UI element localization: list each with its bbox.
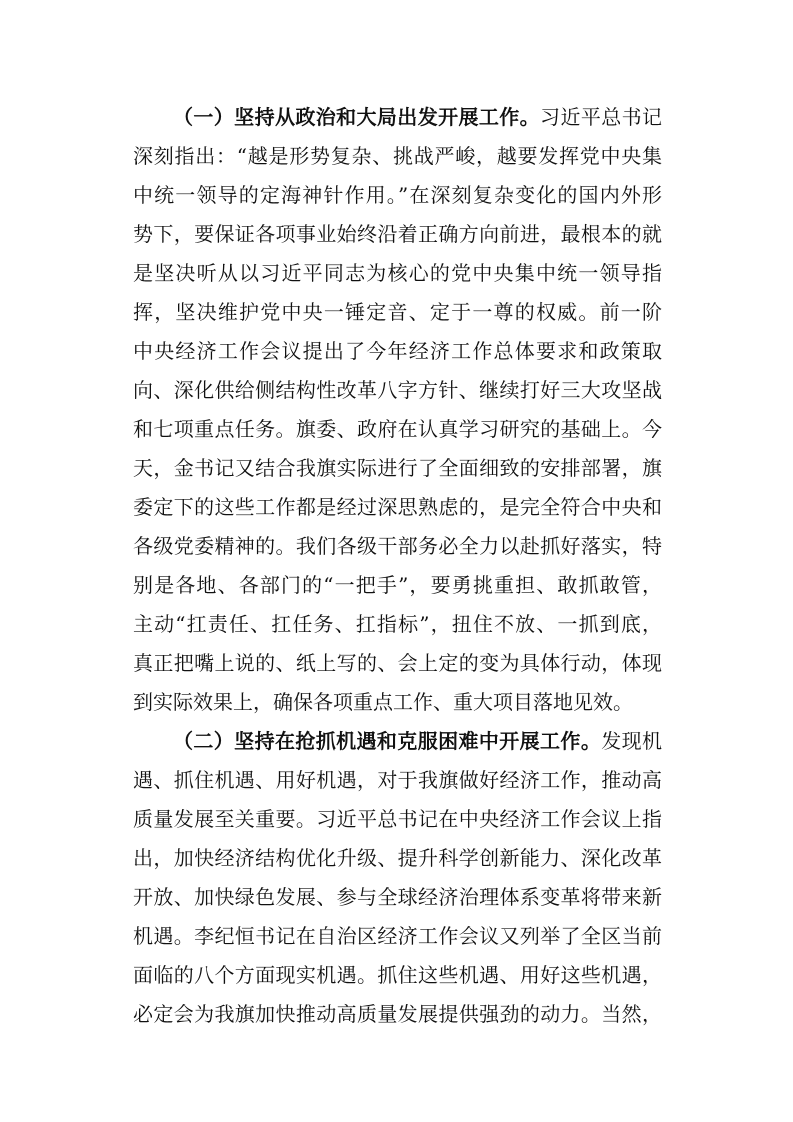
paragraph-1 xyxy=(133,98,662,722)
text-line: 势下，要保证各项事业始终沿着正确方向前进，最根本的就 xyxy=(133,222,662,246)
paragraph-heading: （一）坚持从政治和大局出发开展工作。 xyxy=(173,105,541,129)
text-line: 向、深化供给侧结构性改革八字方针、继续打好三大攻坚战 xyxy=(133,378,662,402)
paragraph-first-line xyxy=(133,98,662,137)
text-line: 质量发展至关重要。习近平总书记在中央经济工作会议上指 xyxy=(133,807,662,831)
paragraph-first-line xyxy=(133,722,662,761)
text-line: 真正把嘴上说的、纸上写的、会上定的变为具体行动，体现 xyxy=(133,651,662,675)
text-run: 习近平总书记 xyxy=(540,105,662,129)
text-line: 是坚决听从以习近平同志为核心的党中央集中统一领导指 xyxy=(133,261,662,285)
text-line: 开放、加快绿色发展、参与全球经济治理体系变革将带来新 xyxy=(133,885,662,909)
text-line: 面临的八个方面现实机遇。抓住这些机遇、用好这些机遇， xyxy=(133,963,662,987)
paragraph-2 xyxy=(133,722,662,1034)
text-line: 中央经济工作会议提出了今年经济工作总体要求和政策取 xyxy=(133,339,662,363)
paragraph-heading: （二）坚持在抢抓机遇和克服困难中开展工作。 xyxy=(173,729,602,753)
text-line: 挥，坚决维护党中央一锤定音、定于一尊的权威。前一阶 xyxy=(133,300,662,324)
text-line: 必定会为我旗加快推动高质量发展提供强劲的动力。当然， xyxy=(133,1002,662,1026)
text-line: 和七项重点任务。旗委、政府在认真学习研究的基础上。今 xyxy=(133,417,662,441)
text-line: 深刻指出：“越是形势复杂、挑战严峻，越要发挥党中央集 xyxy=(133,144,662,168)
text-line: 机遇。李纪恒书记在自治区经济工作会议又列举了全区当前 xyxy=(133,924,662,948)
text-line: 天，金书记又结合我旗实际进行了全面细致的安排部署，旗 xyxy=(133,456,662,480)
text-line: 各级党委精神的。我们各级干部务必全力以赴抓好落实，特 xyxy=(133,534,662,558)
text-run: 发现机 xyxy=(601,729,662,753)
text-line: 主动“扛责任、扛任务、扛指标”，扭住不放、一抓到底， xyxy=(133,612,662,636)
document-page xyxy=(133,98,662,1034)
text-line: 遇、抓住机遇、用好机遇，对于我旗做好经济工作，推动高 xyxy=(133,768,662,792)
text-line: 中统一领导的定海神针作用。”在深刻复杂变化的国内外形 xyxy=(133,183,662,207)
text-line: 出，加快经济结构优化升级、提升科学创新能力、深化改革 xyxy=(133,846,662,870)
text-line: 委定下的这些工作都是经过深思熟虑的，是完全符合中央和 xyxy=(133,495,662,519)
text-line: 别是各地、各部门的“一把手”，要勇挑重担、敢抓敢管， xyxy=(133,573,662,597)
text-line-last: 到实际效果上，确保各项重点工作、重大项目落地见效。 xyxy=(133,690,633,714)
